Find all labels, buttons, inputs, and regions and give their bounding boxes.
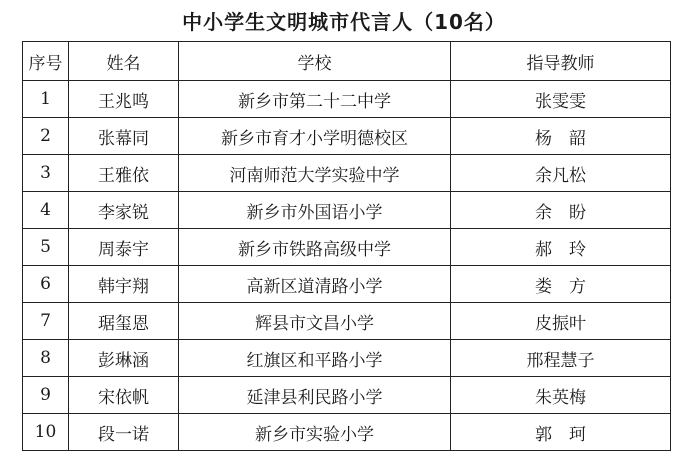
cell-no: 8 (23, 340, 69, 377)
cell-teacher: 郝 玲 (451, 229, 671, 266)
cell-name: 李家锐 (69, 192, 179, 229)
cell-no: 3 (23, 155, 69, 192)
header-teacher: 指导教师 (451, 42, 671, 81)
cell-no: 4 (23, 192, 69, 229)
cell-name: 王兆鸣 (69, 81, 179, 118)
cell-school: 高新区道清路小学 (179, 266, 451, 303)
cell-name: 琚玺恩 (69, 303, 179, 340)
cell-teacher: 余 盼 (451, 192, 671, 229)
table-row (23, 340, 671, 377)
cell-teacher: 郭 珂 (451, 414, 671, 451)
cell-no: 7 (23, 303, 69, 340)
table-row (23, 155, 671, 192)
cell-school: 新乡市铁路高级中学 (179, 229, 451, 266)
cell-school: 新乡市第二十二中学 (179, 81, 451, 118)
table-header-row (23, 42, 671, 81)
cell-name: 宋依帆 (69, 377, 179, 414)
header-no: 序号 (23, 42, 69, 81)
cell-name: 彭琳涵 (69, 340, 179, 377)
cell-school: 红旗区和平路小学 (179, 340, 451, 377)
cell-no: 10 (23, 414, 69, 451)
cell-teacher: 邢程慧子 (451, 340, 671, 377)
header-school: 学校 (179, 42, 451, 81)
cell-name: 段一诺 (69, 414, 179, 451)
roster-table (22, 41, 671, 451)
cell-teacher: 张雯雯 (451, 81, 671, 118)
cell-name: 王雅依 (69, 155, 179, 192)
table-row (23, 118, 671, 155)
table-row (23, 192, 671, 229)
cell-teacher: 皮振叶 (451, 303, 671, 340)
cell-school: 新乡市育才小学明德校区 (179, 118, 451, 155)
cell-name: 韩宇翔 (69, 266, 179, 303)
table-row (23, 81, 671, 118)
cell-name: 张幕同 (69, 118, 179, 155)
table-row (23, 266, 671, 303)
header-name: 姓名 (69, 42, 179, 81)
table-row (23, 229, 671, 266)
cell-teacher: 娄 方 (451, 266, 671, 303)
cell-teacher: 杨 韶 (451, 118, 671, 155)
table-row (23, 414, 671, 451)
cell-school: 新乡市实验小学 (179, 414, 451, 451)
cell-teacher: 余凡松 (451, 155, 671, 192)
cell-no: 5 (23, 229, 69, 266)
cell-school: 河南师范大学实验中学 (179, 155, 451, 192)
cell-school: 延津县利民路小学 (179, 377, 451, 414)
cell-no: 9 (23, 377, 69, 414)
cell-teacher: 朱英梅 (451, 377, 671, 414)
cell-name: 周泰宇 (69, 229, 179, 266)
cell-no: 6 (23, 266, 69, 303)
cell-school: 新乡市外国语小学 (179, 192, 451, 229)
cell-no: 1 (23, 81, 69, 118)
cell-no: 2 (23, 118, 69, 155)
document-title: 中小学生文明城市代言人（10名） (182, 10, 506, 34)
table-row (23, 303, 671, 340)
cell-school: 辉县市文昌小学 (179, 303, 451, 340)
table-row (23, 377, 671, 414)
